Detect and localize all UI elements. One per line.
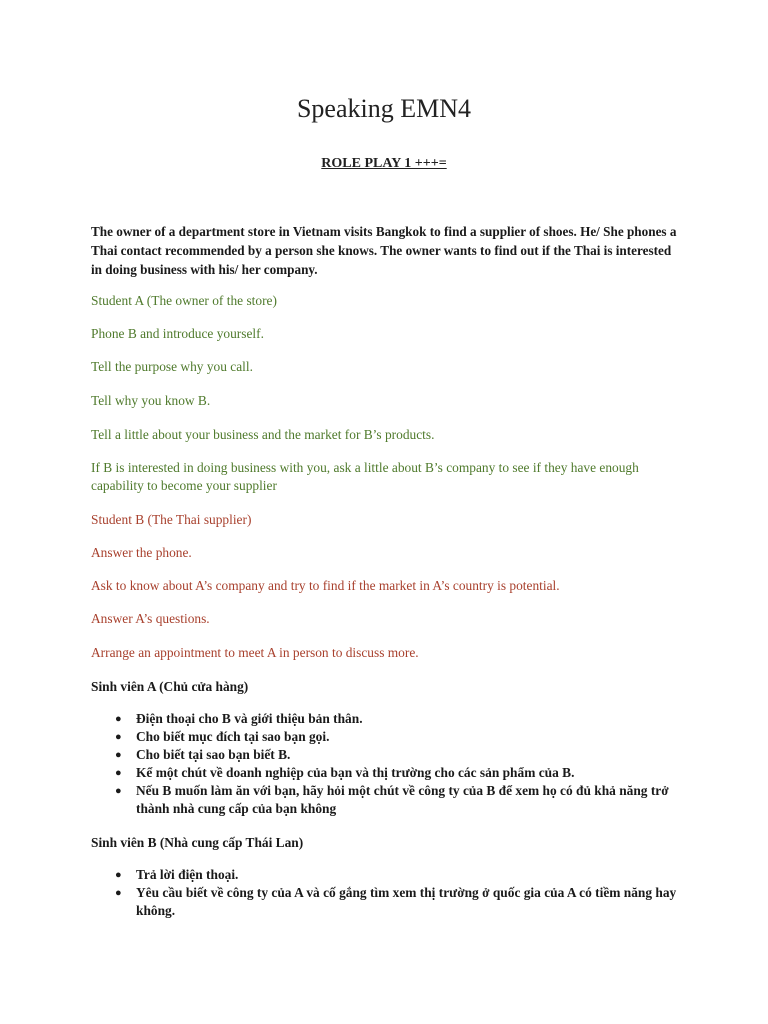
role-play-heading: ROLE PLAY 1 +++= — [321, 156, 447, 171]
student-a-task: If B is interested in doing business with you, ask a little about B’s company to see if they have enough capability to become your supplier — [91, 460, 639, 493]
student-b-task: Arrange an appointment to meet A in person to discuss more. — [91, 645, 419, 660]
list-item: ● Điện thoại cho B và giới thiệu bản thân. — [115, 711, 363, 726]
bullet-icon: ● — [115, 749, 122, 761]
vn-student-b-heading: Sinh viên B (Nhà cung cấp Thái Lan) — [91, 835, 304, 850]
list-item: ● Yêu cầu biết về công ty của A và cố gắng tìm xem thị trường ở quốc gia của A có tiềm năng hay không. — [115, 885, 677, 918]
student-b-task: Answer the phone. — [91, 545, 192, 560]
student-a-task: Phone B and introduce yourself. — [91, 326, 264, 341]
list-item: ● Cho biết mục đích tại sao bạn gọi. — [115, 729, 330, 744]
list-item: ● Nếu B muốn làm ăn với bạn, hãy hỏi một chút về công ty của B để xem họ có đủ khả năng trở thành nhà cung cấp của bạn không — [115, 783, 669, 816]
student-b-task: Answer A’s questions. — [91, 611, 210, 626]
student-a-heading: Student A (The owner of the store) — [91, 293, 277, 308]
student-b-heading: Student B (The Thai supplier) — [91, 512, 252, 527]
page-title: Speaking EMN4 — [296, 94, 472, 123]
vn-student-a-list — [91, 710, 691, 818]
list-item: ● Cho biết tại sao bạn biết B. — [115, 747, 291, 762]
bullet-icon: ● — [115, 713, 122, 725]
intro-paragraph: The owner of a department store in Vietnam visits Bangkok to find a supplier of shoes. He/ She phones a Thai contact recommended by a person she knows. The owner wants to find out if the Thai is interested in doing business with his/ her company. — [91, 224, 677, 277]
bullet-icon: ● — [115, 869, 122, 881]
student-b-task: Ask to know about A’s company and try to find if the market in A’s country is potential. — [91, 578, 560, 593]
list-item: ● Kể một chút về doanh nghiệp của bạn và thị trường cho các sản phẩm của B. — [115, 765, 575, 780]
bullet-icon: ● — [115, 785, 122, 797]
student-a-task: Tell why you know B. — [91, 393, 211, 408]
list-item: ● Trả lời điện thoại. — [115, 867, 239, 882]
vn-student-a-heading: Sinh viên A (Chủ cửa hàng) — [91, 679, 249, 694]
bullet-icon: ● — [115, 767, 122, 779]
student-a-task: Tell a little about your business and the market for B’s products. — [91, 427, 435, 442]
student-a-task: Tell the purpose why you call. — [91, 359, 253, 374]
bullet-icon: ● — [115, 731, 122, 743]
vn-student-b-list — [91, 866, 691, 920]
bullet-icon: ● — [115, 887, 122, 899]
